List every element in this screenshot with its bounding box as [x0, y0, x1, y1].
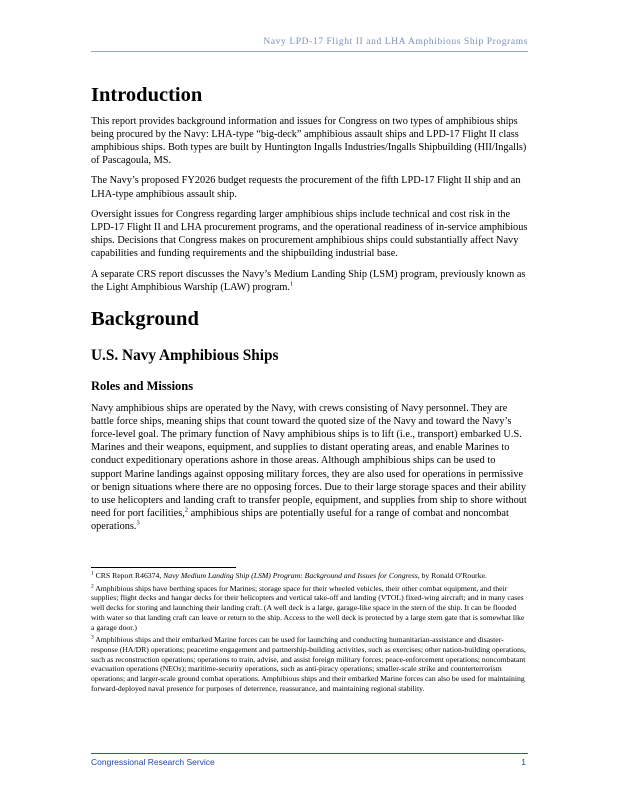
footnote-rule — [91, 567, 236, 568]
page-number: 1 — [521, 757, 526, 767]
footnote-ref-2[interactable]: 2 — [184, 506, 189, 514]
footnote-2-text: Amphibious ships have berthing spaces for Marines; storage space for their wheeled vehicles, their other combat equipment, and their supplies; flight decks and hangar decks for their helicopters and vertical take-off and landing (VTOL) fixed-wing aircraft; and in many cases well decks for storing and launching their landing craft. (A well deck is a large, garage-like space in the stern of the ship. It can be flooded with water so that landing craft can leave or return to the ship. Access to the well deck is protected by a large stern gate that is somewhat like a garage door.) — [91, 583, 525, 632]
heading-background: Background — [91, 307, 199, 330]
footnotes — [91, 571, 528, 696]
header-rule — [91, 51, 528, 52]
footnote-1-pre: CRS Report R46374, — [93, 571, 164, 580]
roles-paragraph-1-text-a: Navy amphibious ships are operated by the Navy, with crews consisting of Navy personnel. They are battle force ships, meaning ships that count toward the quoted size of the Navy and toward the Navy’s force-level goal. The primary function of Navy amphibious ships is to lift (i.e., transport) embarked U.S. Marines and their weapons, equipment, and supplies to distant operating areas, and enable Marines to conduct expeditionary operations ashore in those areas. Although amphibious ships can be used to support Marine landings against opposing military forces, they are also used for operations in permissive or benign situations where there are no opposing forces. Due to their large storage spaces and their ability to use helicopters and landing craft to transfer people, equipment, and supplies from ship to shore without need for port facilities, — [91, 402, 527, 520]
footnote-ref-3[interactable]: 3 — [136, 519, 140, 527]
intro-paragraph-3: Oversight issues for Congress regarding larger amphibious ships include technical and cost risk in the LPD-17 Flight II and LHA procurement programs, and the operational readiness of in-service amphibious ships. Decisions that Congress makes on procurement amphibious ships could substantially affect Navy capabilities and funding requirements and the shipbuilding industrial base. — [91, 208, 528, 260]
footnote-1 — [91, 571, 528, 581]
footer-rule — [91, 753, 528, 754]
footnote-2 — [91, 584, 528, 633]
intro-paragraph-1: This report provides background information and issues for Congress on two types of amphibious ships being procured by the Navy: LHA-type “big-deck” amphibious assault ships and LPD-17 Flight II class amphibious ships. Both types are built by Huntington Ingalls Industries/Ingalls Shipbuilding (HII/Ingalls) of Pascagoula, MS. — [91, 115, 527, 167]
intro-paragraph-2: The Navy’s proposed FY2026 budget requests the procurement of the fifth LPD-17 Flight II ship and an LHA-type amphibious assault ship. — [91, 175, 521, 200]
footnote-ref-1[interactable]: 1 — [289, 280, 294, 288]
roles-paragraph-1 — [91, 402, 528, 534]
footnote-3-text: Amphibious ships and their embarked Marine forces can be used for launching and conducting humanitarian-assistance and disaster-response (HA/DR) operations; peacetime engagement and partnership-building activities, such as exercises; other nation-building operations, such as reconstruction operations; operations to train, advise, and assist foreign military forces; peace-enforcement operations; noncombatant evacuation operations (NEOs); maritime-security operations, such as anti-piracy operations; smaller-scale strike and counterterrorism operations; and larger-scale ground combat operations. Amphibious ships and their embarked Marine forces can also be used for maintaining forward-deployed naval presence for purposes of deterrence, reassurance, and maintaining regional stability. — [91, 635, 526, 693]
footnote-1-post: , by Ronald O'Rourke. — [417, 571, 487, 580]
intro-paragraph-4-text: A separate CRS report discusses the Navy’s Medium Landing Ship (LSM) program, previously known as the Light Amphibious Warship (LAW) program. — [91, 268, 526, 293]
body-content — [91, 84, 528, 541]
running-header: Navy LPD-17 Flight II and LHA Amphibious Ship Programs — [263, 37, 528, 47]
heading-introduction: Introduction — [91, 84, 203, 106]
footnote-3 — [91, 635, 528, 693]
footnote-1-title: Navy Medium Landing Ship (LSM) Program: Background and Issues for Congress — [163, 571, 418, 580]
footnote-3-number: 3 — [91, 634, 94, 641]
footer-publisher: Congressional Research Service — [91, 757, 215, 767]
heading-roles-and-missions: Roles and Missions — [91, 378, 194, 393]
footnote-1-number: 1 — [91, 570, 94, 577]
footnote-2-number: 2 — [91, 583, 94, 590]
heading-us-navy-amphibious-ships: U.S. Navy Amphibious Ships — [91, 346, 279, 364]
intro-paragraph-4 — [91, 268, 528, 294]
roles-paragraph-1-text-b: amphibious ships are potentially useful for a range of combat and noncombat operations. — [91, 508, 509, 533]
